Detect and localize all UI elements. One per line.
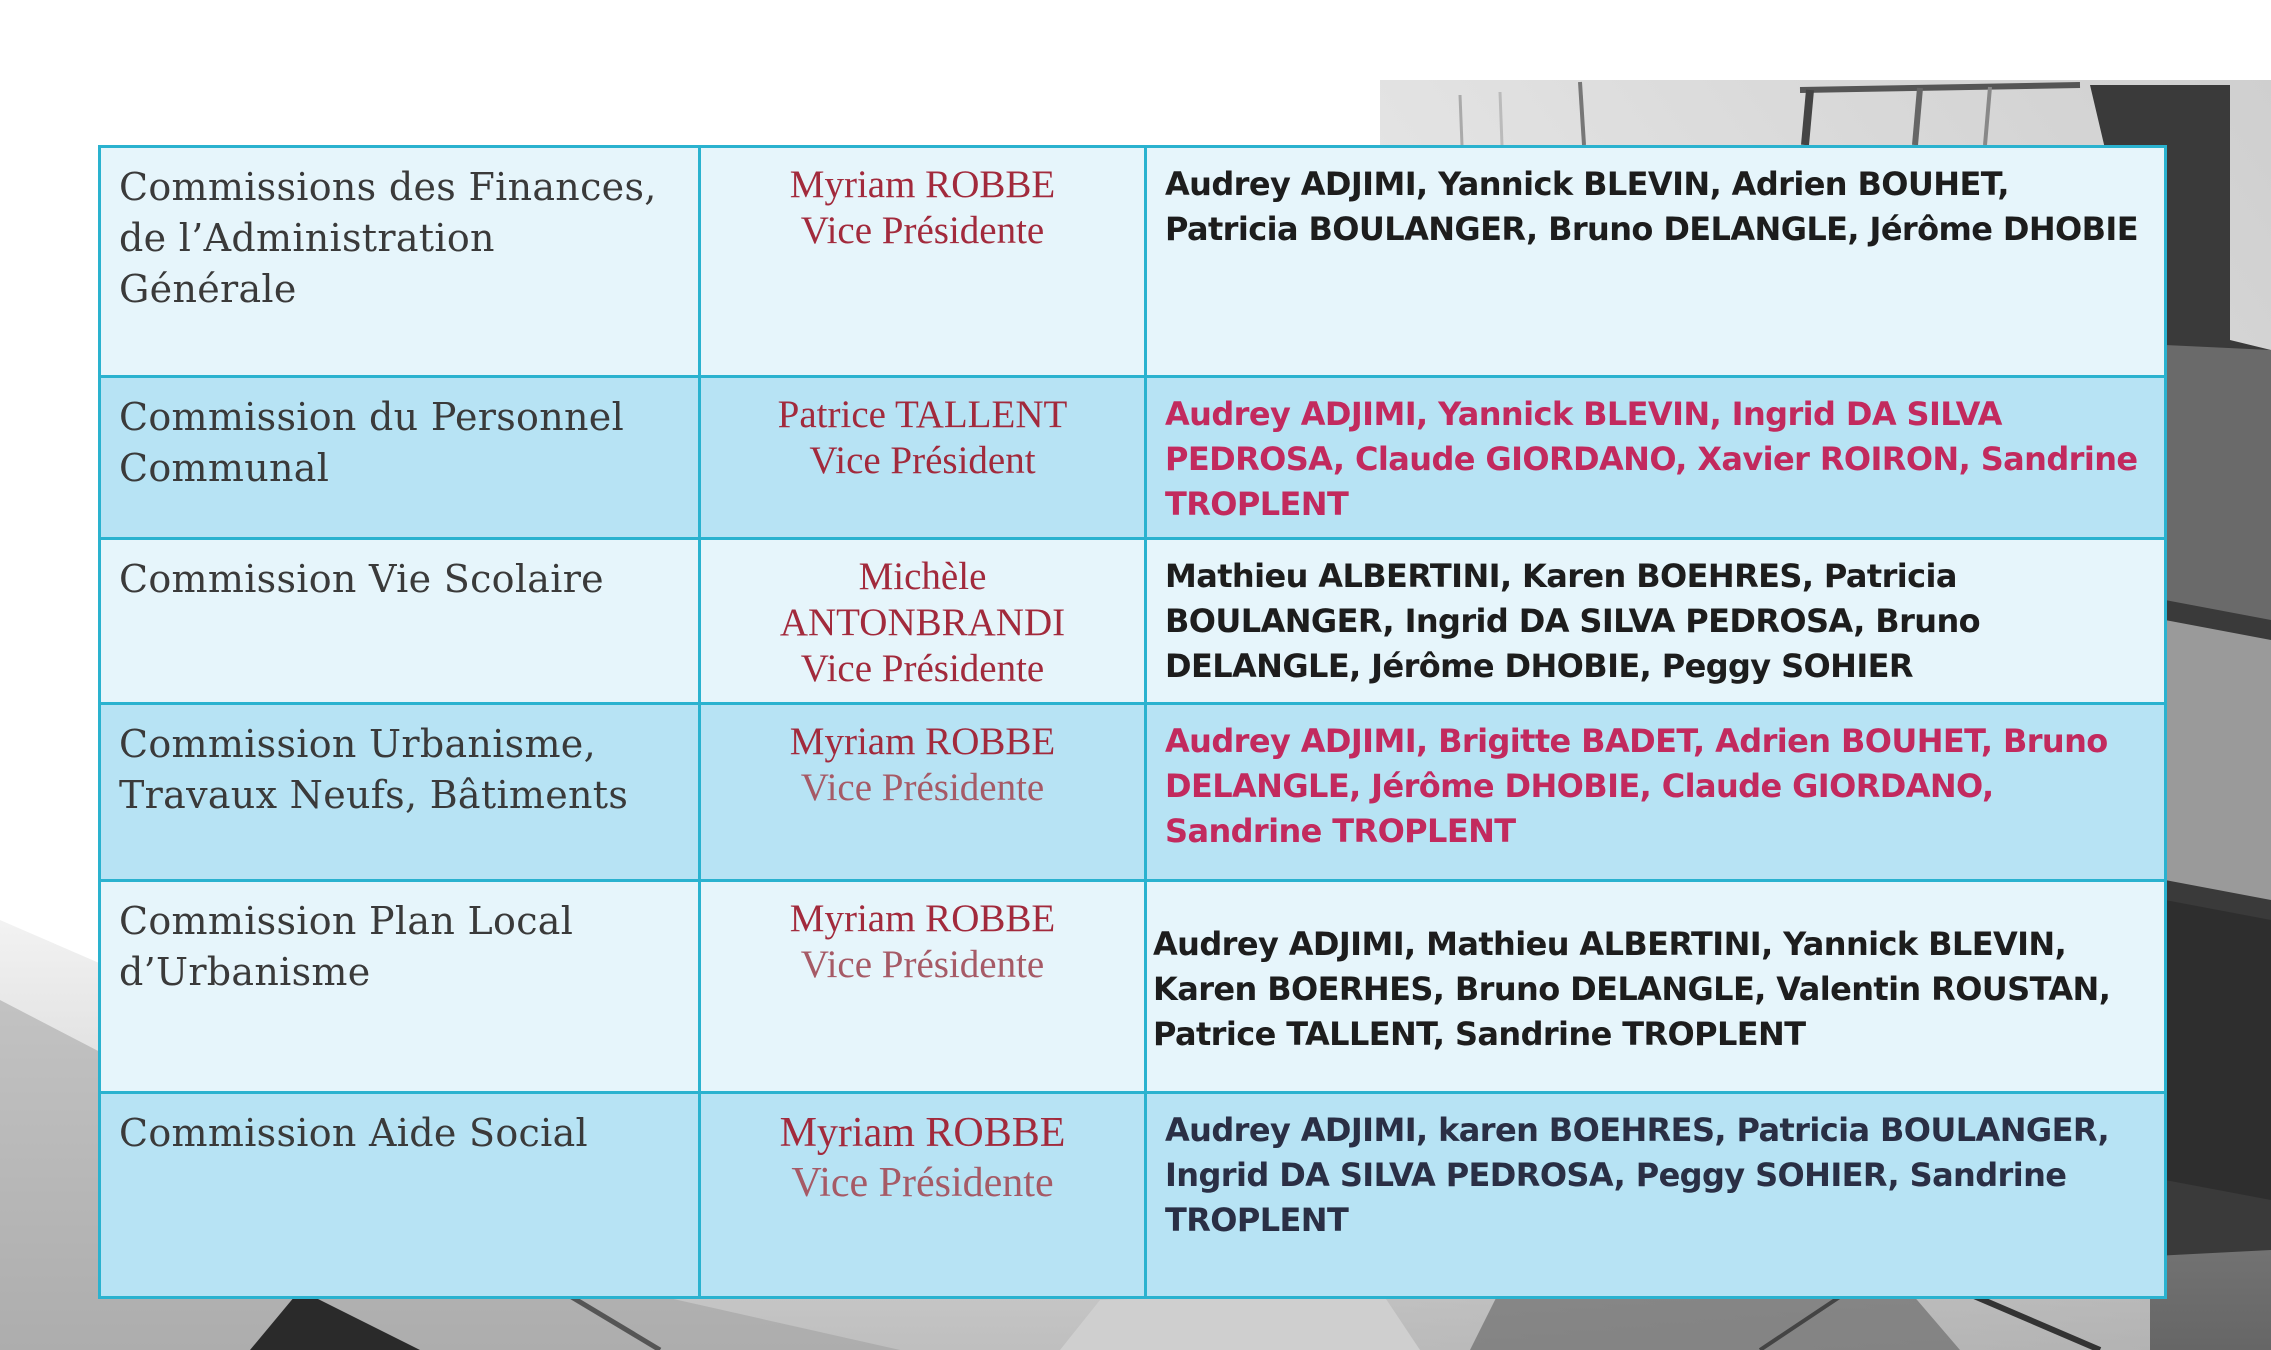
commission-name-cell <box>100 147 700 377</box>
president-name: Myriam ROBBE <box>789 897 1056 940</box>
president-cell <box>700 881 1146 1093</box>
president-role: Vice Présidente <box>800 943 1045 986</box>
members-list: Audrey ADJIMI, Mathieu ALBERTINI, Yannick BLEVIN, Karen BOERHES, Bruno DELANGLE, Valentin ROUSTAN, Patrice TALLENT, Sandrine TROPLENT <box>1153 925 2111 1053</box>
table-row <box>100 147 2166 377</box>
table-row <box>100 704 2166 881</box>
president-role: Vice Présidente <box>800 209 1045 252</box>
commission-name-cell <box>100 377 700 539</box>
members-cell <box>1146 539 2166 704</box>
president-role: Vice Présidente <box>800 766 1045 809</box>
members-list: Audrey ADJIMI, karen BOEHRES, Patricia BOULANGER, Ingrid DA SILVA PEDROSA, Peggy SOHIER, Sandrine TROPLENT <box>1165 1111 2110 1239</box>
table-row <box>100 539 2166 704</box>
table-row <box>100 1093 2166 1298</box>
commission-name-cell <box>100 1093 700 1298</box>
president-name: Patrice TALLENT <box>777 393 1068 436</box>
members-cell <box>1146 704 2166 881</box>
members-cell <box>1146 377 2166 539</box>
president-name: Myriam ROBBE <box>789 163 1056 206</box>
commission-name-cell <box>100 539 700 704</box>
president-cell <box>700 377 1146 539</box>
president-name: Myriam ROBBE <box>779 1110 1066 1156</box>
president-role: Vice Président <box>809 439 1036 482</box>
commissions-table <box>98 145 2167 1299</box>
president-name: Michèle ANTONBRANDI <box>779 555 1066 644</box>
table-row <box>100 881 2166 1093</box>
commission-name: Commission Aide Social <box>119 1111 589 1155</box>
members-cell <box>1146 881 2166 1093</box>
commission-name: Commission Urbanisme, Travaux Neufs, Bâtiments <box>119 722 629 817</box>
president-cell <box>700 147 1146 377</box>
members-list: Audrey ADJIMI, Yannick BLEVIN, Adrien BOUHET, Patricia BOULANGER, Bruno DELANGLE, Jérôme DHOBIE <box>1165 165 2138 248</box>
members-list: Audrey ADJIMI, Brigitte BADET, Adrien BOUHET, Bruno DELANGLE, Jérôme DHOBIE, Claude GIORDANO, Sandrine TROPLENT <box>1165 722 2108 850</box>
table-row <box>100 377 2166 539</box>
members-list: Mathieu ALBERTINI, Karen BOEHRES, Patricia BOULANGER, Ingrid DA SILVA PEDROSA, Bruno DELANGLE, Jérôme DHOBIE, Peggy SOHIER <box>1165 557 1981 685</box>
commission-name: Commission Plan Local d’Urbanisme <box>119 899 574 994</box>
members-list: Audrey ADJIMI, Yannick BLEVIN, Ingrid DA SILVA PEDROSA, Claude GIORDANO, Xavier ROIRON, Sandrine TROPLENT <box>1165 395 2138 523</box>
president-cell <box>700 1093 1146 1298</box>
commission-name: Commissions des Finances, de l’Administration Générale <box>119 165 657 311</box>
president-name: Myriam ROBBE <box>789 720 1056 763</box>
commission-name: Commission Vie Scolaire <box>119 557 604 601</box>
members-cell <box>1146 1093 2166 1298</box>
president-role: Vice Présidente <box>791 1160 1054 1206</box>
president-cell <box>700 539 1146 704</box>
members-cell <box>1146 147 2166 377</box>
commission-name-cell <box>100 881 700 1093</box>
commission-name: Commission du Personnel Communal <box>119 395 625 490</box>
president-role: Vice Présidente <box>800 647 1045 690</box>
president-cell <box>700 704 1146 881</box>
commission-name-cell <box>100 704 700 881</box>
